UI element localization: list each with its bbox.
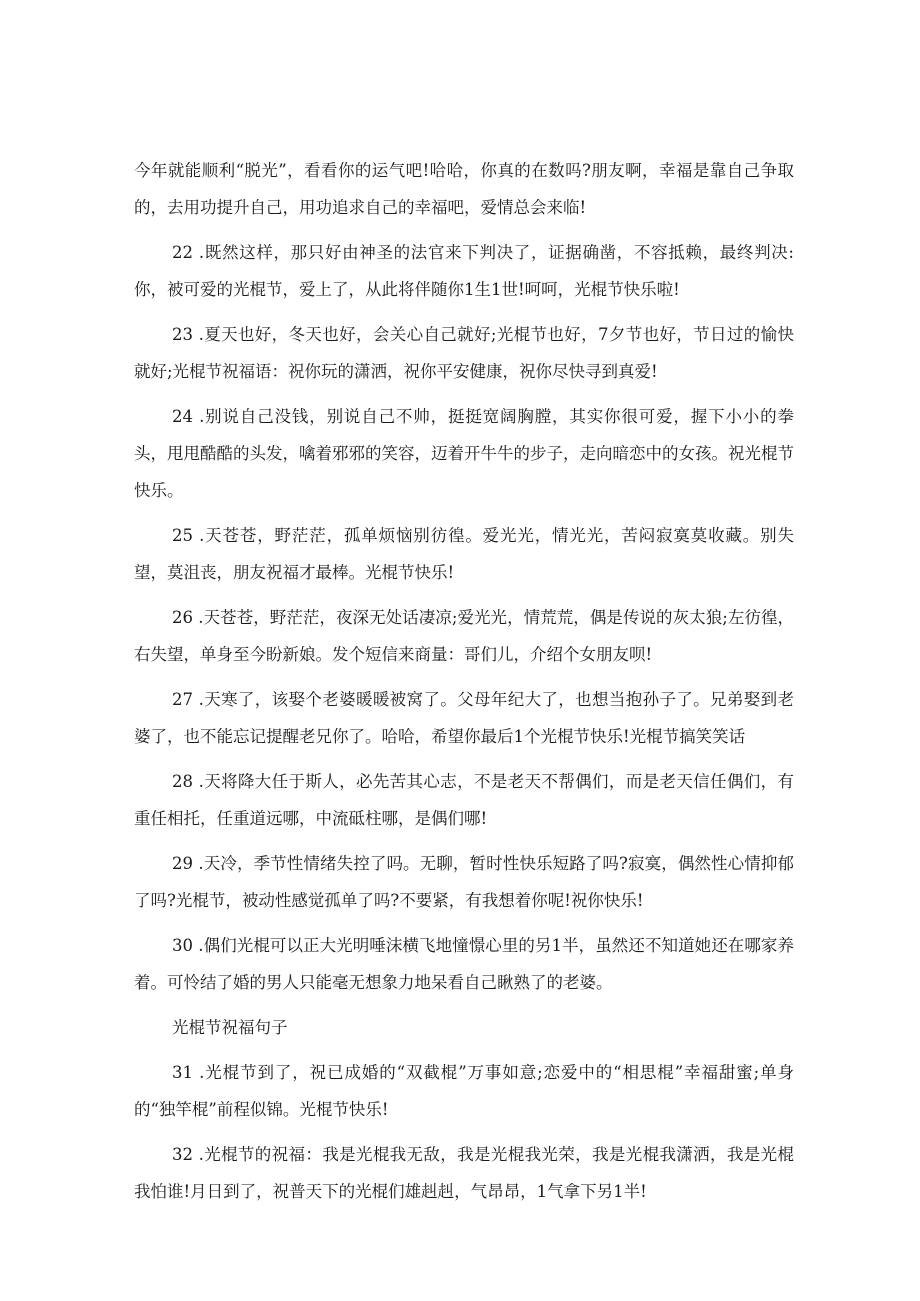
paragraph-number: 32 xyxy=(172,1145,193,1164)
paragraph-number: 28 xyxy=(172,772,193,791)
paragraph-text: .偶们光棍可以正大光明唾沫横飞地憧憬心里的另1半，虽然还不知道她还在哪家养着。可怜结了婚的男人只能毫无想象力地呆看自己瞅熟了的老婆。 xyxy=(134,936,794,992)
paragraph-number: 25 xyxy=(172,526,193,545)
paragraph-29 xyxy=(134,845,794,919)
paragraph-22 xyxy=(134,234,794,308)
paragraph-text: .既然这样，那只好由神圣的法官来下判决了，证据确凿，不容抵赖，最终判决:你，被可爱的光棍节，爱上了，从此将伴随你1生1世!呵呵，光棍节快乐啦! xyxy=(134,243,794,299)
paragraph-30 xyxy=(134,927,794,1001)
paragraph-number: 24 xyxy=(172,407,193,426)
paragraph-24 xyxy=(134,398,794,509)
paragraph-28 xyxy=(134,763,794,837)
paragraph-intro xyxy=(134,152,794,226)
paragraph-32 xyxy=(134,1136,794,1210)
paragraph-number: 22 xyxy=(172,243,193,262)
paragraph-text: .光棍节到了，祝已成婚的“双截棍”万事如意;恋爱中的“相思棍”幸福甜蜜;单身的“独竿棍”前程似锦。光棍节快乐! xyxy=(134,1063,794,1119)
paragraph-text: .天冷，季节性情绪失控了吗。无聊，暂时性快乐短路了吗?寂寞，偶然性心情抑郁了吗?光棍节，被动性感觉孤单了吗?不要紧，有我想着你呢!祝你快乐! xyxy=(134,854,794,910)
paragraph-number: 29 xyxy=(172,854,193,873)
document-body xyxy=(134,152,794,1218)
paragraph-27 xyxy=(134,681,794,755)
paragraph-text: 今年就能顺利“脱光”，看看你的运气吧!哈哈，你真的在数吗?朋友啊，幸福是靠自己争取的，去用功提升自己，用功追求自己的幸福吧，爱情总会来临! xyxy=(134,161,794,217)
paragraph-number: 23 xyxy=(172,325,193,344)
paragraph-26 xyxy=(134,599,794,673)
paragraph-number: 30 xyxy=(172,936,193,955)
paragraph-text: .夏天也好，冬天也好，会关心自己就好;光棍节也好，7夕节也好，节日过的愉快就好;光棍节祝福语：祝你玩的潇洒，祝你平安健康，祝你尽快寻到真爱! xyxy=(134,325,794,381)
paragraph-text: .别说自己没钱，别说自己不帅，挺挺宽阔胸膛，其实你很可爱，握下小小的拳头，甩甩酷酷的头发，噙着邪邪的笑容，迈着开牛牛的步子，走向暗恋中的女孩。祝光棍节快乐。 xyxy=(134,407,794,500)
paragraph-25 xyxy=(134,517,794,591)
paragraph-text: .天寒了，该娶个老婆暖暖被窝了。父母年纪大了，也想当抱孙子了。兄弟娶到老婆了，也不能忘记提醒老兄你了。哈哈，希望你最后1个光棍节快乐!光棍节搞笑笑话 xyxy=(134,690,794,746)
section-heading: 光棍节祝福句子 xyxy=(172,1018,288,1037)
paragraph-number: 27 xyxy=(172,690,193,709)
paragraph-text: .天将降大任于斯人，必先苦其心志，不是老天不帮偶们，而是老天信任偶们，有重任相托，任重道远哪，中流砥柱哪，是偶们哪! xyxy=(134,772,794,828)
paragraph-text: .天苍苍，野茫茫，夜深无处话凄凉;爱光光，情荒荒，偶是传说的灰太狼;左彷徨，右失望，单身至今盼新娘。发个短信来商量：哥们儿，介绍个女朋友呗! xyxy=(134,608,794,664)
paragraph-number: 26 xyxy=(172,608,193,627)
paragraph-text: .天苍苍，野茫茫，孤单烦恼别彷徨。爱光光，情光光，苦闷寂寞莫收藏。别失望，莫沮丧，朋友祝福才最棒。光棍节快乐! xyxy=(134,526,794,582)
paragraph-31 xyxy=(134,1054,794,1128)
paragraph-23 xyxy=(134,316,794,390)
paragraph-text: .光棍节的祝福：我是光棍我无敌，我是光棍我光荣，我是光棍我潇洒，我是光棍我怕谁!月日到了，祝普天下的光棍们雄赳赳，气昂昂，1气拿下另1半! xyxy=(134,1145,794,1201)
paragraph-number: 31 xyxy=(172,1063,193,1082)
